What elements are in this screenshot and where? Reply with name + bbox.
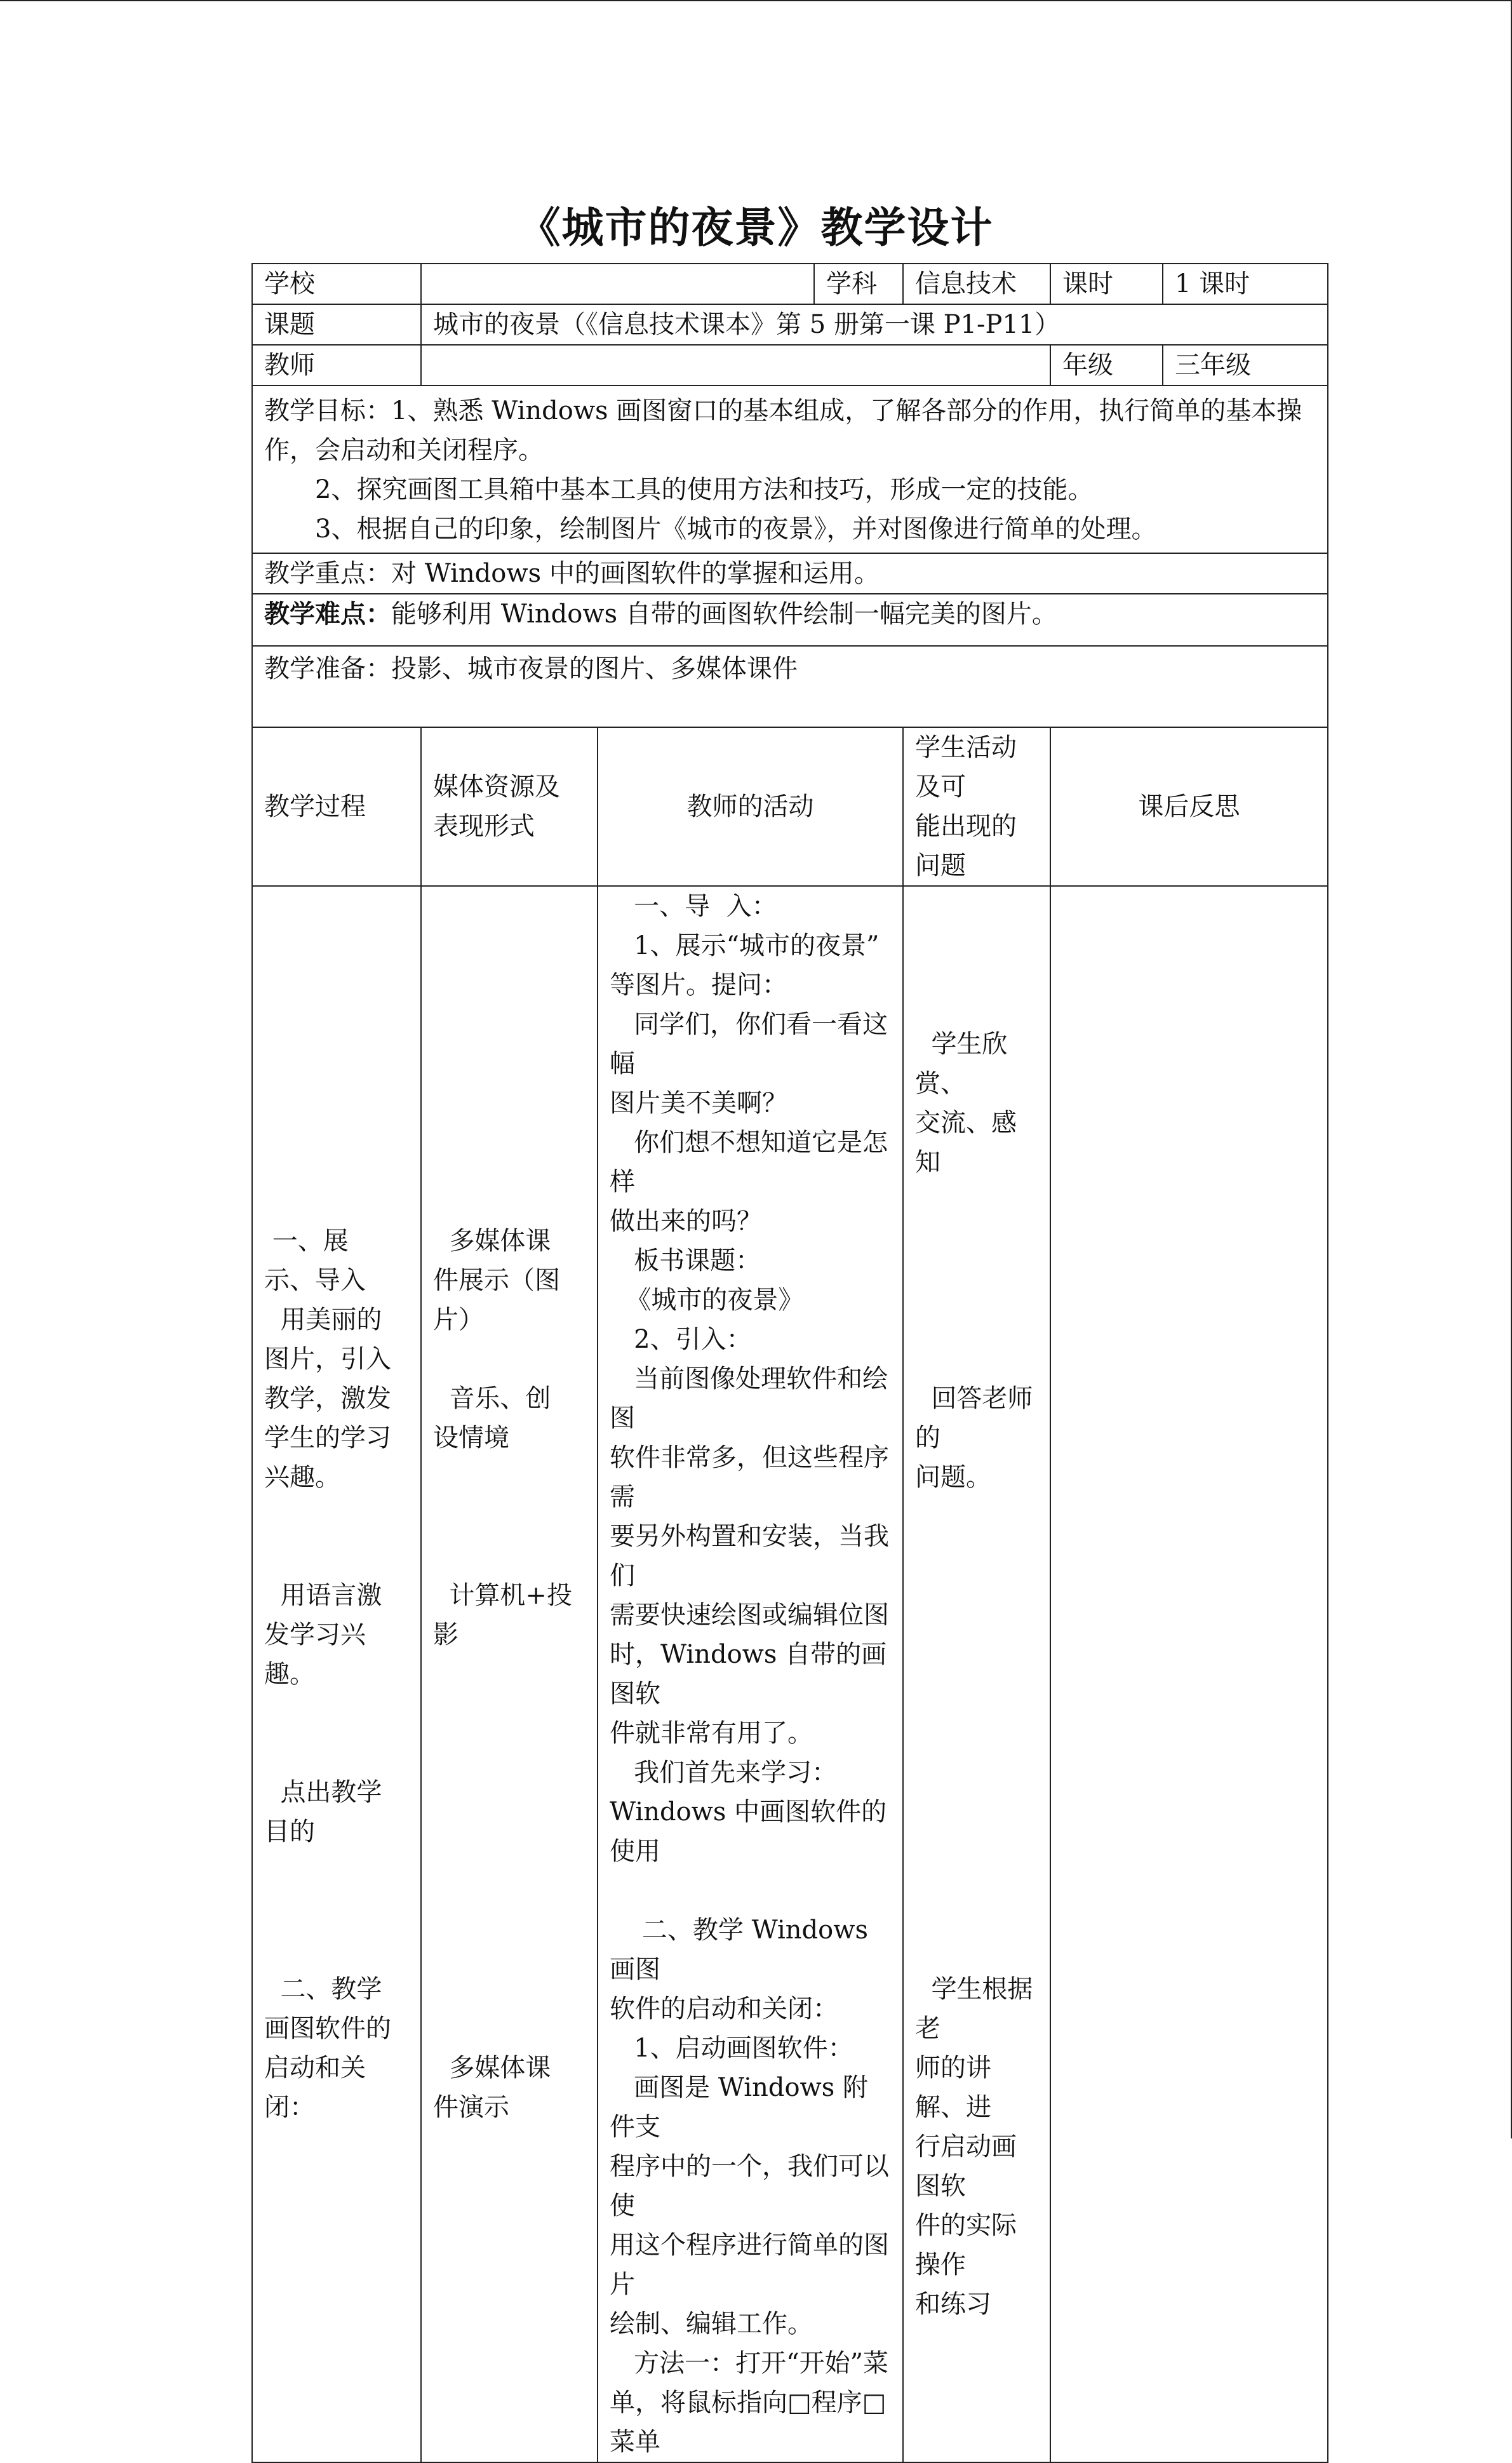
process-media: 多媒体课 件展示（图 片） 音乐、创 设情境 计算机+投 影 多媒体课 件演示 — [421, 886, 598, 2462]
goal-line-2: 2、探究画图工具箱中基本工具的使用方法和技巧，形成一定的技能。 — [315, 475, 1094, 504]
hours-label: 课时 — [1050, 264, 1163, 304]
header-media: 媒体资源及 表现形式 — [421, 727, 598, 886]
row-process-body — [252, 886, 1328, 2462]
goal-line-1: 教学目标：1、熟悉 Windows 画图窗口的基本组成，了解各部分的作用，执行简单的基本操作，会启动和关闭程序。 — [264, 396, 1302, 465]
hours-value: 1 课时 — [1163, 264, 1328, 304]
row-teacher — [252, 345, 1328, 386]
school-value — [421, 264, 814, 304]
row-goals — [252, 386, 1328, 553]
goal-line-3: 3、根据自己的印象，绘制图片《城市的夜景》，并对图像进行简单的处理。 — [315, 514, 1157, 544]
row-preparation — [252, 646, 1328, 727]
process-student-activity: 学生欣赏、 交流、感知 回答老师的 问题。 学生根据老 师的讲解、进 行启动画图软 件的实际操作 和练习 — [903, 886, 1050, 2462]
topic-value: 城市的夜景（《信息技术课本》第 5 册第一课 P1-P11） — [421, 304, 1328, 345]
page-title: 《城市的夜景》教学设计 — [518, 203, 994, 252]
subject-label: 学科 — [814, 264, 903, 304]
process-reflection — [1050, 886, 1328, 2462]
header-process: 教学过程 — [252, 727, 421, 886]
grade-value: 三年级 — [1163, 345, 1328, 386]
subject-value: 信息技术 — [903, 264, 1050, 304]
row-topic — [252, 304, 1328, 345]
header-student-activity: 学生活动及可 能出现的问题 — [903, 727, 1050, 886]
difficulty-text: 能够利用 Windows 自带的画图软件绘制一幅完美的图片。 — [391, 600, 1057, 629]
row-school — [252, 264, 1328, 304]
key-point: 教学重点：对 Windows 中的画图软件的掌握和运用。 — [252, 553, 1328, 594]
lesson-plan-table — [251, 263, 1328, 2463]
topic-label: 课题 — [252, 304, 421, 345]
process-steps: 一、展 示、导入 用美丽的 图片，引入 教学，激发 学生的学习 兴趣。 用语言激 发学习兴 趣。 点出教学 目的 二、教学 画图软件的 启动和关 闭： — [252, 886, 421, 2462]
header-teacher-activity: 教师的活动 — [598, 727, 903, 886]
row-process-header — [252, 727, 1328, 886]
row-key-point — [252, 553, 1328, 594]
row-difficulty — [252, 594, 1328, 646]
preparation: 教学准备：投影、城市夜景的图片、多媒体课件 — [252, 646, 1328, 727]
header-reflection: 课后反思 — [1050, 727, 1328, 886]
school-label: 学校 — [252, 264, 421, 304]
grade-label: 年级 — [1050, 345, 1163, 386]
teaching-goals — [252, 386, 1328, 553]
process-teacher-activity: 一、导 入： 1、展示“城市的夜景” 等图片。提问： 同学们，你们看一看这幅 图片美不美啊？ 你们想不想知道它是怎样 做出来的吗？ 板书课题： 《城市的夜景》 2、引入： 当前图像处理软件和绘图 软件非常多，但这些程序需 要另外构置和安装，当我们 需要快速绘图或编辑位图 时，Windows 自带的画图软 件就非常有用了。 我们首先来学习： Windows 中画图软件的使用 二、教学 Windows 画图 软件的启动和关闭： 1、启动画图软件： 画图是 Windows 附件支 程序中的一个，我们可以使 用这个程序进行简单的图片 绘制、编辑工作。 方法一：打开“开始”菜 单，将鼠标指向□程序□菜单 — [598, 886, 903, 2462]
difficulty — [252, 594, 1328, 646]
teacher-label: 教师 — [252, 345, 421, 386]
difficulty-label: 教学难点： — [264, 600, 391, 629]
teacher-value — [421, 345, 1050, 386]
